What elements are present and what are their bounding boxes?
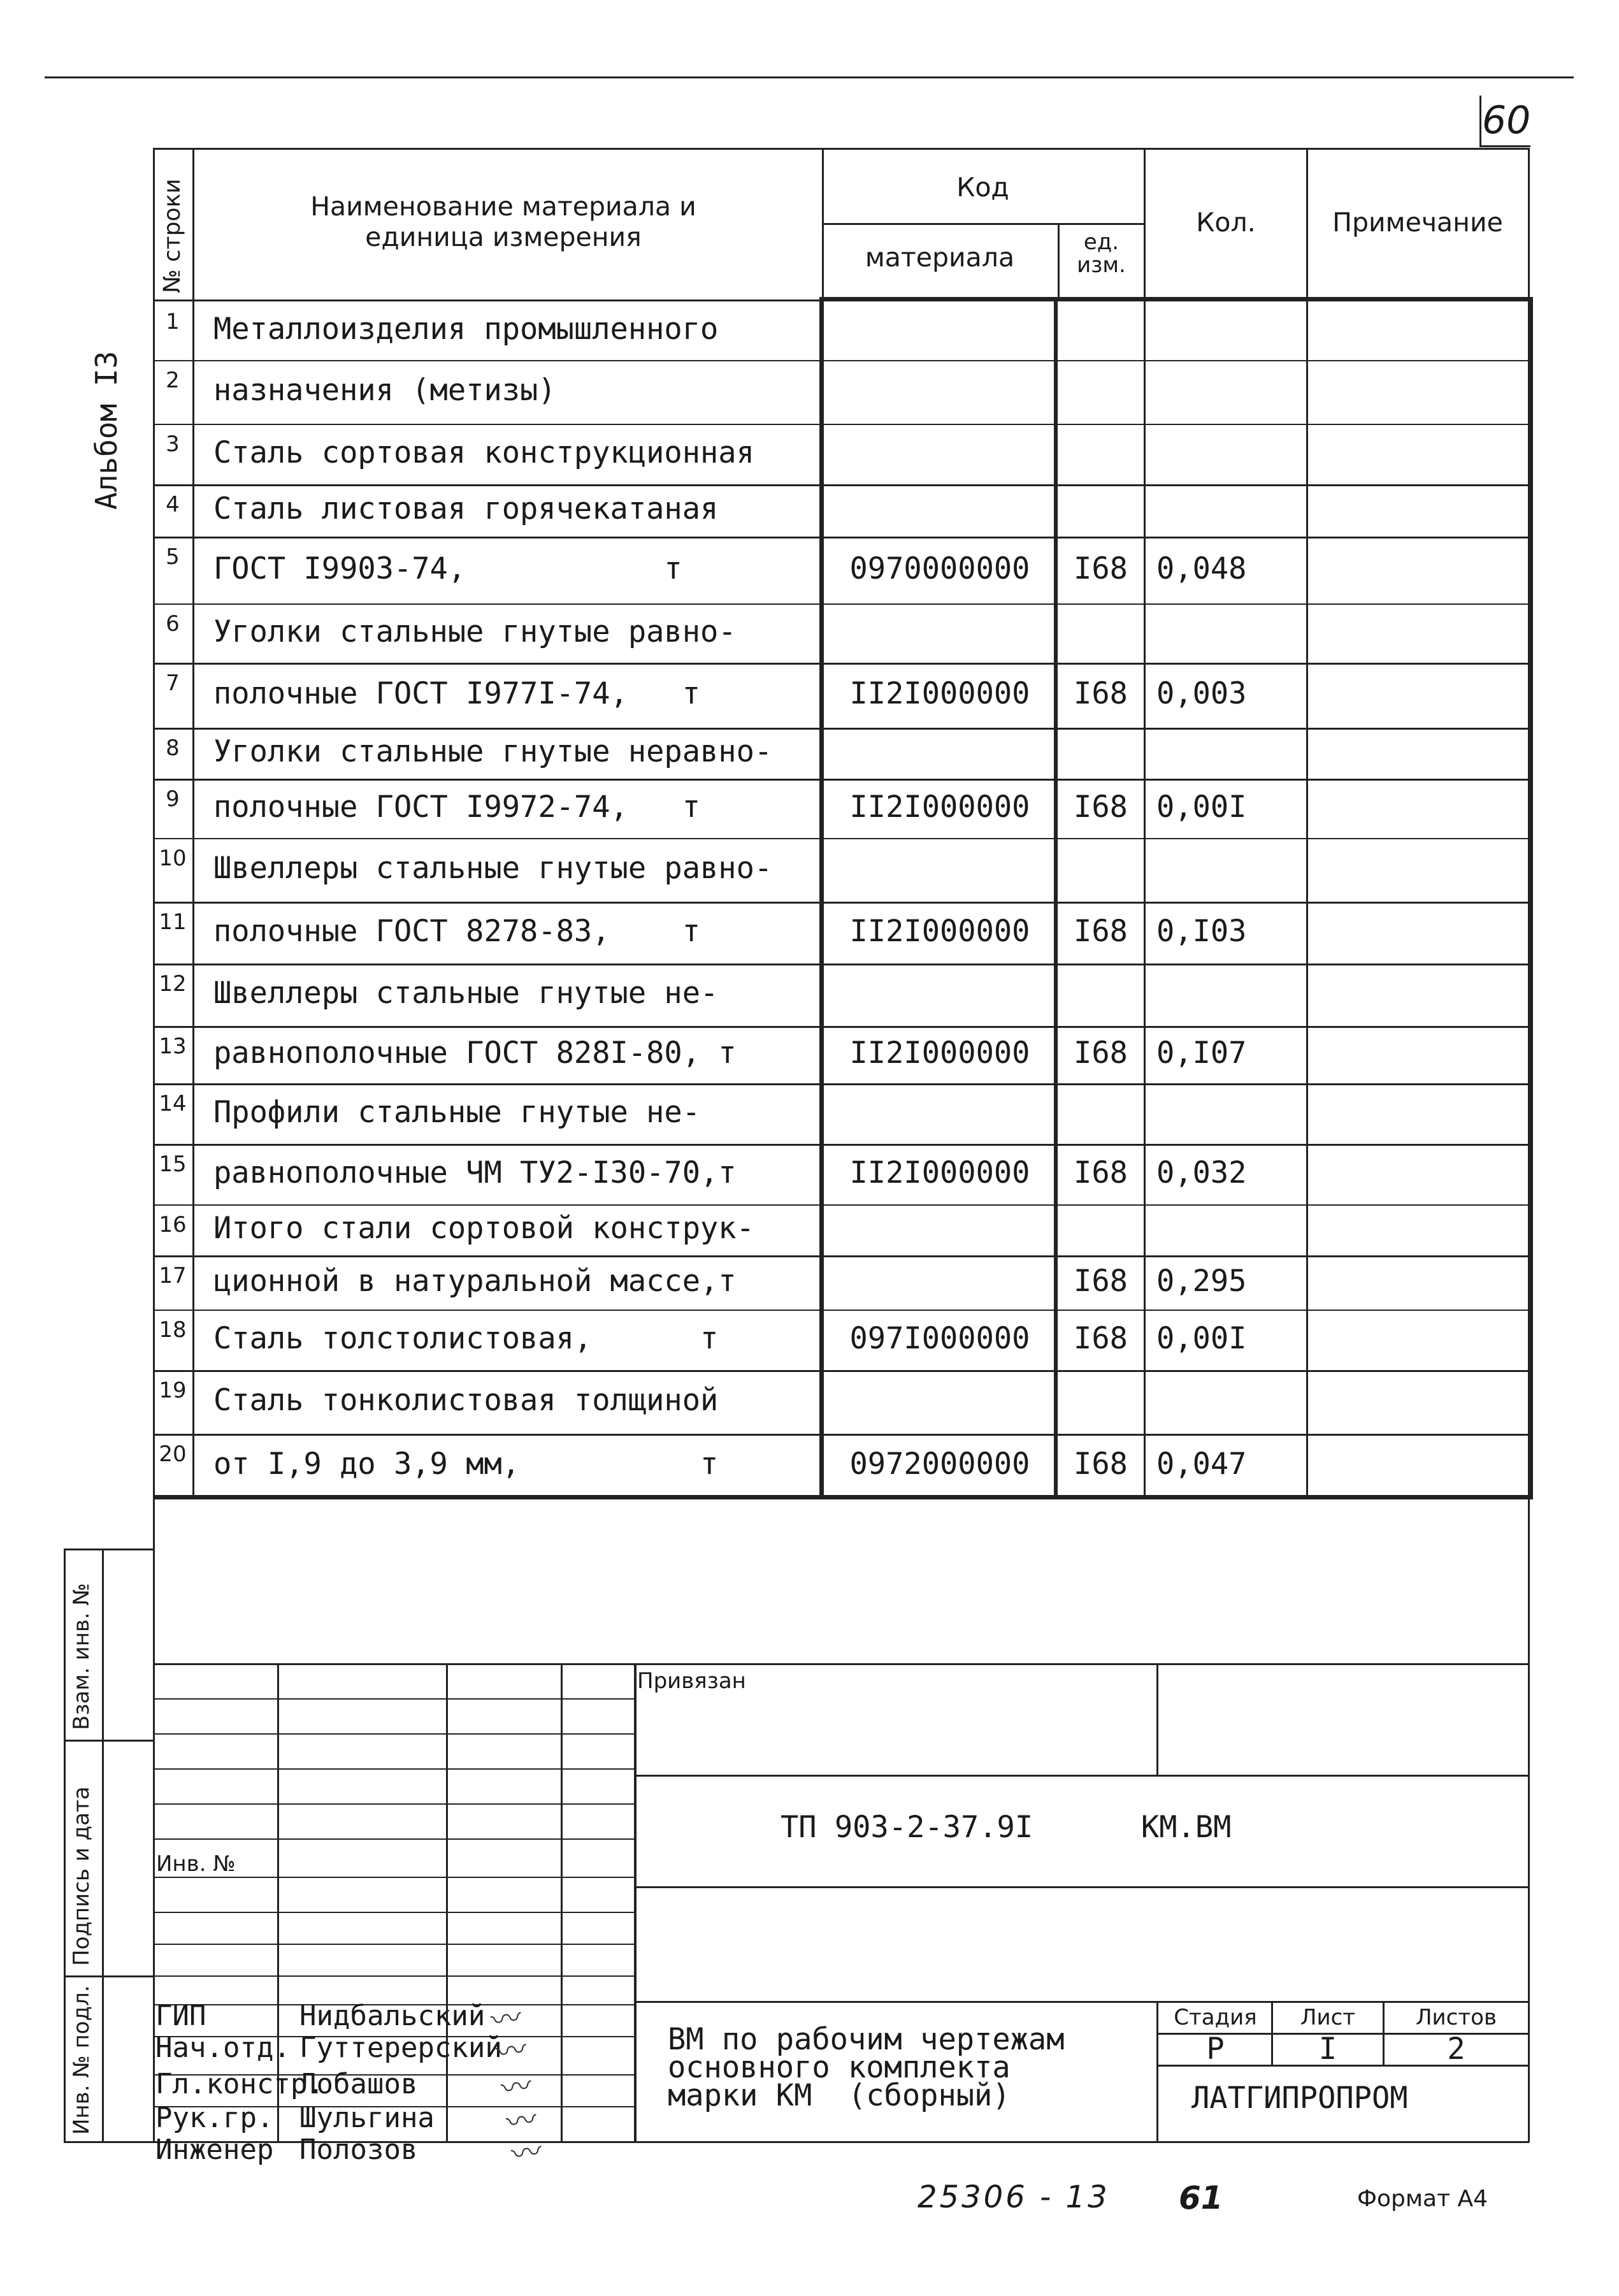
side-col-mid bbox=[102, 1549, 104, 2141]
tb-doccode-top bbox=[634, 1775, 1529, 1777]
tb-description-3: марки КМ (сборный) bbox=[668, 2078, 1011, 2113]
row-number: 20 bbox=[159, 1441, 187, 1467]
tb-row-line bbox=[153, 1838, 635, 1840]
material-name: Сталь толстолистовая, т bbox=[213, 1320, 719, 1356]
tb-row-line bbox=[153, 1803, 635, 1805]
hdr-row-no: № строки bbox=[159, 178, 185, 293]
handwritten-signature: 〰 bbox=[493, 2031, 529, 2072]
hdr-qty: Кол. bbox=[1196, 207, 1256, 238]
data-border-right bbox=[1528, 297, 1533, 1499]
quantity: 0,047 bbox=[1156, 1447, 1247, 1482]
tb-sheet-label: Лист bbox=[1300, 2005, 1356, 2030]
signer-role: Гл.констр. bbox=[155, 2068, 324, 2100]
footer-number: 25306 - 13 bbox=[917, 2179, 1110, 2215]
tb-row-line bbox=[153, 1912, 635, 1913]
material-name: равнополочные ГОСТ 828I-80, т bbox=[213, 1036, 737, 1071]
material-name: полочные ГОСТ I977I-74, т bbox=[213, 676, 701, 711]
row-number: 1 bbox=[166, 309, 180, 335]
top-rule bbox=[45, 76, 1574, 78]
row-number: 18 bbox=[159, 1317, 187, 1343]
quantity: 0,003 bbox=[1156, 676, 1247, 711]
signer-name: Полозов bbox=[299, 2134, 418, 2166]
sheetnum-box-bottom bbox=[1479, 145, 1530, 147]
unit-code: I68 bbox=[1074, 1155, 1128, 1190]
tb-sheets-value: 2 bbox=[1447, 2032, 1465, 2067]
tb-privyazan-split bbox=[1156, 1663, 1158, 1775]
row-number: 6 bbox=[166, 611, 180, 637]
tb-organization: ЛАТГИПРОПРОМ bbox=[1191, 2081, 1408, 2116]
row-divider bbox=[154, 360, 1530, 361]
row-number: 4 bbox=[166, 492, 180, 517]
row-divider bbox=[154, 537, 1530, 538]
quantity: 0,00I bbox=[1156, 789, 1247, 825]
handwritten-signature: 〰 bbox=[488, 1999, 524, 2040]
data-border-top bbox=[819, 297, 1533, 301]
row-divider bbox=[154, 484, 1530, 486]
material-code: II2I000000 bbox=[849, 913, 1030, 949]
material-code: II2I000000 bbox=[849, 1036, 1030, 1071]
signer-role: Инженер bbox=[155, 2134, 274, 2166]
row-divider bbox=[154, 424, 1530, 425]
quantity: 0,032 bbox=[1156, 1155, 1247, 1190]
tb-row-line bbox=[153, 1944, 635, 1945]
frame-top bbox=[153, 148, 1529, 150]
row-divider bbox=[154, 779, 1530, 781]
row-number: 16 bbox=[159, 1212, 187, 1238]
unit-code: I68 bbox=[1074, 789, 1128, 825]
hdr-material: материала bbox=[865, 242, 1015, 273]
tb-desc-top bbox=[634, 2001, 1529, 2003]
material-name: Сталь тонколистовая толщиной bbox=[213, 1383, 719, 1418]
tb-doccode-bottom bbox=[634, 1886, 1529, 1888]
tb-col-4 bbox=[634, 1663, 637, 2141]
row-number: 13 bbox=[159, 1034, 187, 1059]
material-name: назначения (метизы) bbox=[213, 373, 556, 408]
data-border-bottom bbox=[153, 1495, 1533, 1499]
tb-row-line bbox=[153, 1975, 635, 1977]
hdr-note: Примечание bbox=[1332, 207, 1503, 238]
signer-name: Нидбальский bbox=[299, 2000, 486, 2032]
col-unit-line bbox=[1054, 301, 1058, 1496]
tb-row-line bbox=[153, 1768, 635, 1770]
hdr-code: Код bbox=[956, 172, 1009, 203]
material-code: II2I000000 bbox=[849, 676, 1030, 711]
quantity: 0,048 bbox=[1156, 551, 1247, 586]
handwritten-signature: 〰 bbox=[503, 2101, 540, 2142]
material-code: 0972000000 bbox=[849, 1447, 1030, 1482]
row-divider bbox=[154, 1434, 1530, 1436]
side-row-2 bbox=[64, 1740, 154, 1742]
tb-top bbox=[153, 1663, 1529, 1665]
unit-code: I68 bbox=[1074, 913, 1128, 949]
material-code: 0970000000 bbox=[849, 551, 1030, 586]
row-divider bbox=[154, 663, 1530, 665]
row-divider bbox=[154, 1083, 1530, 1085]
row-number: 7 bbox=[166, 670, 180, 696]
row-number: 19 bbox=[159, 1378, 187, 1403]
tb-privyazan: Привязан bbox=[637, 1668, 746, 1694]
material-name: ГОСТ I9903-74, т bbox=[213, 551, 682, 586]
unit-code: I68 bbox=[1074, 676, 1128, 711]
code-subdivider bbox=[822, 223, 1144, 225]
material-name: Уголки стальные гнутые неравно- bbox=[213, 734, 773, 769]
material-name: ционной в натуральной массе,т bbox=[213, 1263, 737, 1299]
side-row-3 bbox=[64, 1975, 154, 1977]
material-name: Сталь сортовая конструкционная bbox=[213, 435, 754, 470]
signer-role: Нач.отд. bbox=[155, 2032, 291, 2064]
row-divider bbox=[154, 1026, 1530, 1028]
material-name: от I,9 до 3,9 мм, т bbox=[213, 1447, 719, 1482]
tb-col-3 bbox=[561, 1663, 563, 2141]
row-divider bbox=[154, 728, 1530, 730]
quantity: 0,I07 bbox=[1156, 1036, 1247, 1071]
album-label: Альбом I3 bbox=[89, 350, 124, 510]
tb-inv-no: Инв. № bbox=[156, 1851, 236, 1877]
row-divider bbox=[154, 1204, 1530, 1206]
unit-code: I68 bbox=[1074, 1447, 1128, 1482]
row-divider bbox=[154, 964, 1530, 965]
signer-role: ГИП bbox=[155, 2000, 206, 2032]
material-name: Уголки стальные гнутые равно- bbox=[213, 614, 737, 649]
unit-code: I68 bbox=[1074, 1320, 1128, 1356]
material-name: полочные ГОСТ 8278-83, т bbox=[213, 913, 701, 949]
row-number: 3 bbox=[166, 431, 180, 457]
row-divider bbox=[154, 1310, 1530, 1311]
row-number: 5 bbox=[166, 544, 180, 570]
tb-row-line bbox=[153, 1877, 635, 1878]
material-code: II2I000000 bbox=[849, 789, 1030, 825]
row-number: 2 bbox=[166, 368, 180, 393]
material-code: II2I000000 bbox=[849, 1155, 1030, 1190]
side-label-podpis: Подпись и дата bbox=[69, 1786, 94, 1966]
side-row-4 bbox=[64, 2141, 154, 2143]
signer-name: Гуттерерский bbox=[299, 2032, 502, 2064]
side-row-1 bbox=[64, 1549, 154, 1550]
tb-sheets-label: Листов bbox=[1415, 2005, 1497, 2030]
tb-stage-label: Стадия bbox=[1174, 2005, 1257, 2030]
col-qty-line bbox=[1144, 301, 1146, 1496]
row-divider bbox=[154, 1255, 1530, 1257]
material-name: полочные ГОСТ I9972-74, т bbox=[213, 789, 701, 825]
row-divider bbox=[154, 1370, 1530, 1372]
quantity: 0,00I bbox=[1156, 1320, 1247, 1356]
row-divider bbox=[154, 1144, 1530, 1146]
row-number: 15 bbox=[159, 1152, 187, 1177]
row-divider bbox=[154, 838, 1530, 839]
row-number: 9 bbox=[166, 786, 180, 812]
row-number: 12 bbox=[159, 971, 187, 997]
handwritten-signature: 〰 bbox=[498, 2067, 535, 2108]
unit-code: I68 bbox=[1074, 1036, 1128, 1071]
unit-code: I68 bbox=[1074, 551, 1128, 586]
sheetnum-box-left bbox=[1479, 96, 1481, 147]
handwritten-signature: 〰 bbox=[508, 2133, 545, 2174]
signer-role: Рук.гр. bbox=[155, 2102, 274, 2134]
signer-name: Лобашов bbox=[299, 2068, 418, 2100]
tb-sheet-value: I bbox=[1318, 2032, 1337, 2067]
data-border-left bbox=[819, 297, 824, 1499]
side-label-inv-podl: Инв. № подл. bbox=[69, 1985, 94, 2135]
hdr-unit: ед. изм. bbox=[1077, 229, 1126, 278]
quantity: 0,I03 bbox=[1156, 913, 1247, 949]
side-col-left bbox=[64, 1549, 66, 2141]
row-number: 8 bbox=[166, 735, 180, 761]
row-divider bbox=[154, 603, 1530, 605]
row-number: 17 bbox=[159, 1263, 187, 1289]
row-number: 11 bbox=[159, 909, 187, 935]
row-number: 10 bbox=[159, 846, 187, 871]
tb-stage-split bbox=[1156, 2001, 1158, 2141]
material-name: Сталь листовая горячекатаная bbox=[213, 491, 719, 526]
col-rownum-line bbox=[192, 148, 194, 1499]
tb-row-line bbox=[153, 1733, 635, 1735]
material-name: Профили стальные гнутые не- bbox=[213, 1094, 701, 1130]
side-label-vzam: Взам. инв. № bbox=[69, 1583, 94, 1730]
footer-page: 61 bbox=[1179, 2179, 1223, 2216]
material-code: 097I000000 bbox=[849, 1320, 1030, 1356]
tb-col-2 bbox=[446, 1663, 448, 2141]
unit-code: I68 bbox=[1074, 1263, 1128, 1299]
sheet-number: 60 bbox=[1482, 98, 1531, 143]
material-name: Швеллеры стальные гнутые не- bbox=[213, 976, 719, 1011]
hdr-name: Наименование материала и единица измерения bbox=[310, 191, 696, 252]
material-name: Швеллеры стальные гнутые равно- bbox=[213, 851, 773, 886]
material-name: равнополочные ЧМ ТУ2-I30-70,т bbox=[213, 1155, 737, 1190]
col-note-line bbox=[1306, 301, 1308, 1496]
tb-description-2: основного комплекта bbox=[668, 2050, 1011, 2085]
tb-stage-value: Р bbox=[1206, 2032, 1225, 2067]
quantity: 0,295 bbox=[1156, 1263, 1247, 1299]
tb-description-1: ВМ по рабочим чертежам bbox=[668, 2022, 1065, 2057]
material-name: Итого стали сортовой конструк- bbox=[213, 1211, 754, 1246]
material-name: Металлоизделия промышленного bbox=[213, 312, 719, 347]
tb-row-line bbox=[153, 1698, 635, 1700]
row-number: 14 bbox=[159, 1091, 187, 1116]
signer-name: Шульгина bbox=[299, 2102, 435, 2134]
row-divider bbox=[154, 902, 1530, 904]
tb-doc-code: ТП 903-2-37.9I КМ.ВМ bbox=[781, 1810, 1232, 1845]
footer-format: Формат А4 bbox=[1357, 2186, 1488, 2212]
